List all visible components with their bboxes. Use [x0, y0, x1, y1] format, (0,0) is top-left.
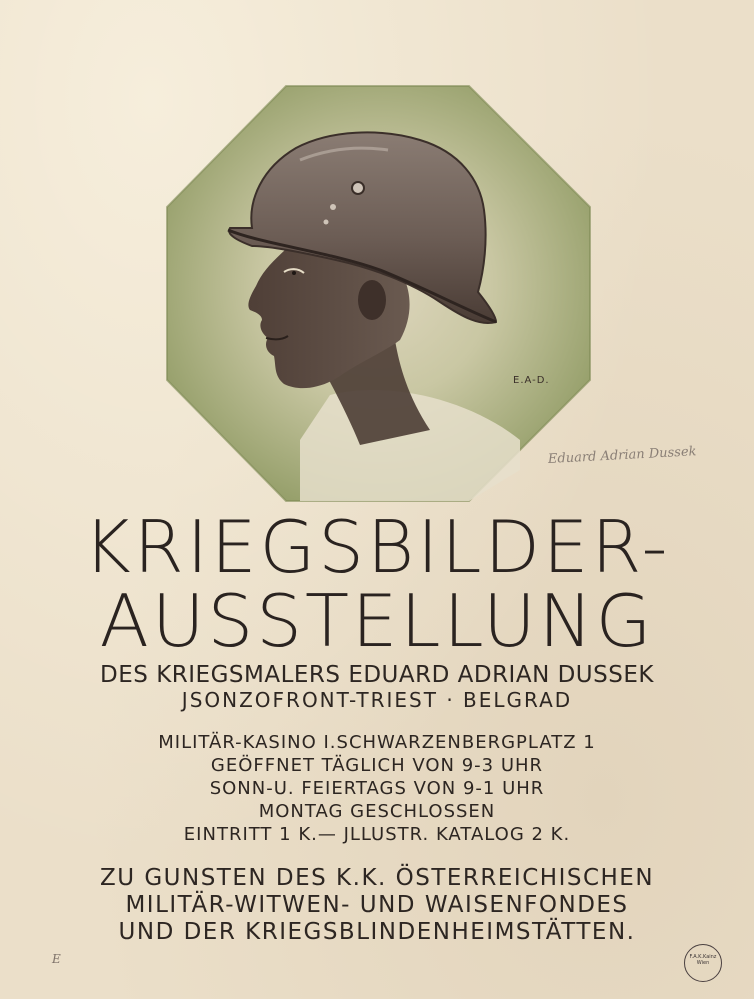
printer-stamp: F.A.K.Kainz Wien — [684, 944, 722, 982]
title-line-1: KRIEGSBILDER- — [83, 505, 671, 589]
info-line-closed: MONTAG GESCHLOSSEN — [258, 801, 496, 822]
subtitle-line-1: DES KRIEGSMALERS EDUARD ADRIAN DUSSEK — [100, 662, 654, 688]
info-line-holiday-hours: SONN-U. FEIERTAGS VON 9-1 UHR — [209, 778, 545, 799]
artist-signature: Eduard Adrian Dussek — [547, 444, 697, 467]
title-line-2: AUSSTELLUNG — [99, 579, 655, 663]
info-line-venue: MILITÄR-KASINO I.SCHWARZENBERGPLATZ 1 — [158, 732, 596, 753]
footer-line-1: ZU GUNSTEN DES K.K. ÖSTERREICHISCHEN — [99, 865, 655, 891]
footer-line-3: UND DER KRIEGSBLINDENHEIMSTÄTTEN. — [118, 919, 636, 945]
corner-mark: E — [52, 952, 61, 966]
ear-shape — [358, 280, 386, 320]
subtitle-line-2: JSONZOFRONT-TRIEST · BELGRAD — [181, 688, 573, 712]
footer-line-2: MILITÄR-WITWEN- UND WAISENFONDES — [125, 892, 629, 918]
info-line-admission: EINTRITT 1 K.— JLLUSTR. KATALOG 2 K. — [183, 824, 571, 845]
info-line-hours: GEÖFFNET TÄGLICH VON 9-3 UHR — [210, 755, 544, 776]
artist-initials: E.A-D. — [513, 375, 550, 386]
